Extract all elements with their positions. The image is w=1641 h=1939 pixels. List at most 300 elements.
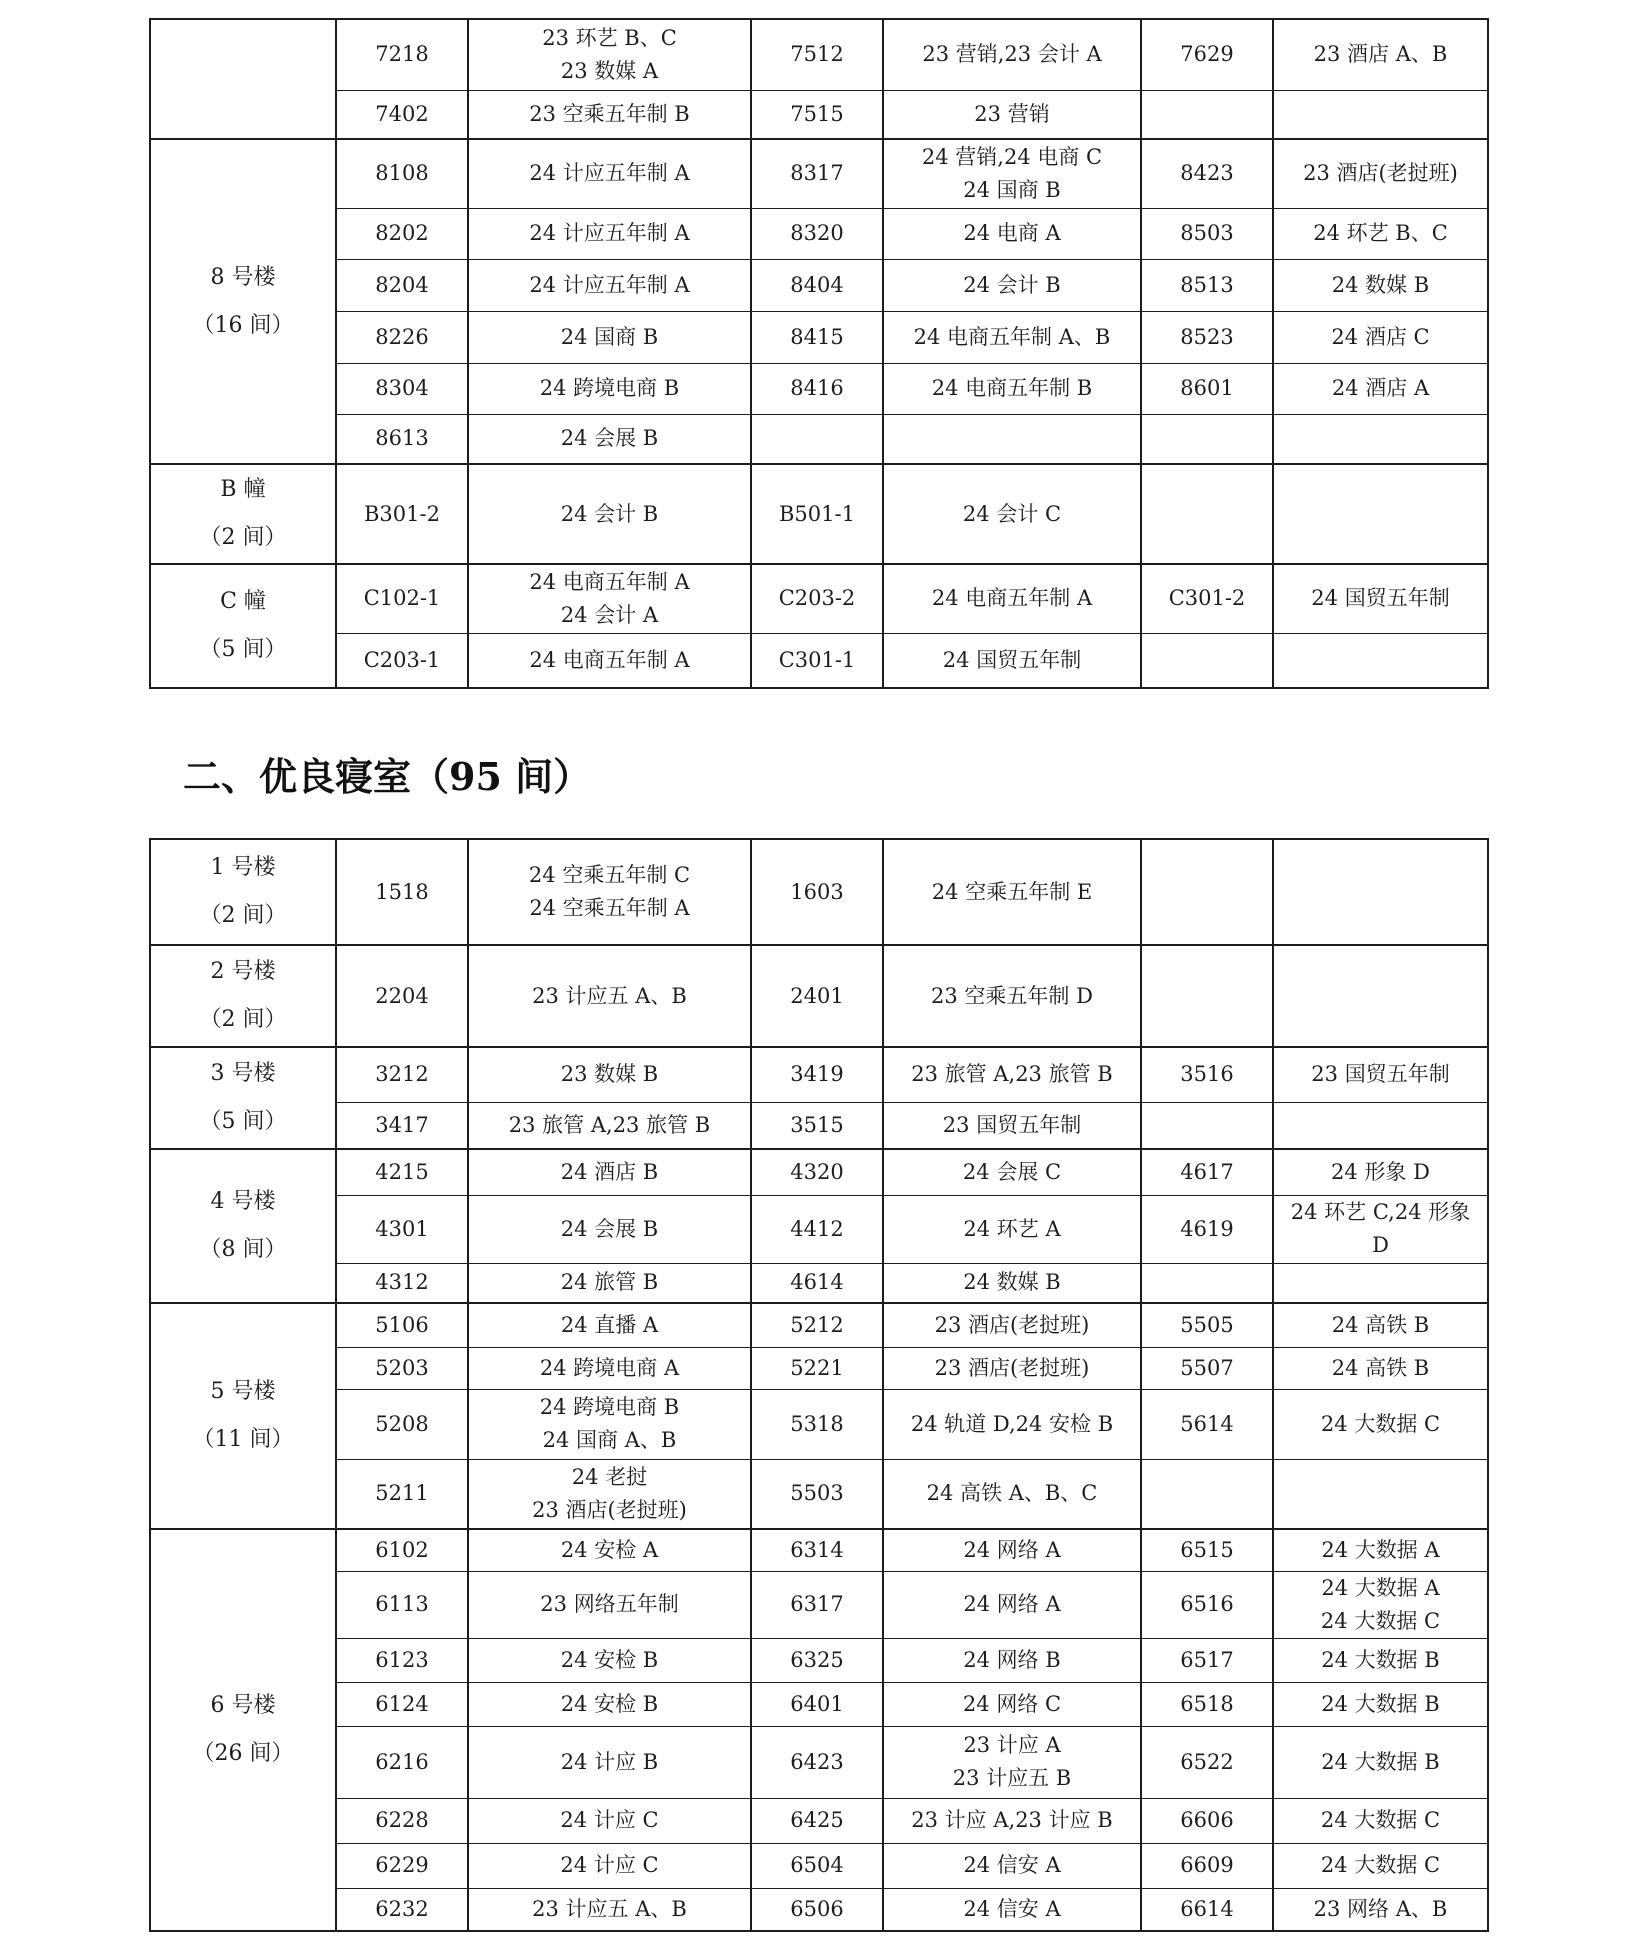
class-cell [883,1798,1141,1843]
class-text-line: 23 计应 A [963,1733,1061,1757]
class-text-line: 24 电商五年制 A [529,569,690,594]
table-row [150,1347,1488,1389]
building-label-line: （5 间） [199,637,287,662]
class-cell [468,1195,751,1263]
class-text-line: 23 计应五 A、B [532,1896,687,1921]
table-row [150,1798,1488,1843]
class-text-line: 23 空乘五年制 D [931,983,1093,1008]
empty-cell [1141,1102,1273,1149]
class-cell [883,311,1141,363]
class-text-line: 24 高铁 B [1331,1312,1430,1337]
class-cell [1273,139,1488,208]
class-cell [883,1888,1141,1931]
building-label-line: 5 号楼 [210,1379,276,1404]
class-text-line: 24 电商五年制 A [931,586,1093,611]
room-number-cell: 6506 [751,1888,883,1931]
class-text-line: 23 酒店(老挝班) [532,1497,687,1522]
class-text-line: 24 大数据 C [1320,1608,1441,1633]
class-text-line: 23 数媒 A [560,58,659,83]
building-cell [150,1303,336,1529]
section-heading: 二、优良寝室（95 间） [183,754,592,799]
class-text-line: 23 酒店(老挝班) [1303,161,1458,186]
building-label-line: C 幢 [220,589,266,614]
class-cell [883,1682,1141,1726]
class-text-line: 24 大数据 C [1320,1808,1441,1832]
class-text-line: 24 网络 B [963,1647,1061,1672]
room-number-cell: 7515 [751,90,883,139]
room-number-cell: 6518 [1141,1682,1273,1726]
room-number-cell: 6516 [1141,1571,1273,1638]
room-number-cell: 4312 [336,1263,468,1303]
building-label-line: 3 号楼 [210,1061,276,1086]
class-cell [883,1102,1141,1149]
table-row [150,1726,1488,1798]
class-text-line: 23 空乘五年制 B [529,101,690,126]
building-label-line: 6 号楼 [210,1693,276,1718]
class-text-line: 24 计应 C [560,1853,659,1877]
room-number-cell: 6606 [1141,1798,1273,1843]
room-number-cell: 5503 [751,1459,883,1529]
table-row [150,1529,1488,1571]
room-number-cell: 6232 [336,1888,468,1931]
room-number-cell: 4619 [1141,1195,1273,1263]
class-cell [1273,1638,1488,1682]
class-text-line: 24 会展 C [962,1159,1062,1184]
building-cell [150,1047,336,1149]
room-number-cell: 7629 [1141,19,1273,90]
class-cell [468,19,751,90]
room-number-cell: 8204 [336,259,468,311]
room-number-cell: 7402 [336,90,468,139]
class-cell [468,139,751,208]
room-number-cell: 3212 [336,1047,468,1102]
class-cell [468,464,751,564]
room-number-cell: 4320 [751,1149,883,1195]
class-text-line: 24 计应五年制 A [529,221,690,245]
room-number-cell: 5505 [1141,1303,1273,1347]
class-cell [883,90,1141,139]
empty-cell [1273,839,1488,945]
class-text-line: 24 会计 B [963,272,1061,297]
room-number-cell: 5212 [751,1303,883,1347]
building-label-line: （26 间） [192,1741,294,1766]
empty-cell [1273,414,1488,464]
class-text-line: 24 网络 A [963,1537,1061,1562]
class-text-line: 24 信安 A [963,1853,1061,1877]
class-cell [468,1843,751,1888]
class-text-line: 23 酒店 A、B [1313,42,1448,67]
room-number-cell: 8613 [336,414,468,464]
class-cell [1273,1529,1488,1571]
class-cell [468,1682,751,1726]
class-text-line: 24 网络 C [962,1691,1062,1716]
class-text-line: 23 计应 A,23 计应 B [911,1808,1113,1832]
class-cell [883,1726,1141,1798]
empty-cell [1141,90,1273,139]
class-cell [468,945,751,1047]
room-number-cell: 6123 [336,1638,468,1682]
room-number-cell: 6325 [751,1638,883,1682]
class-text-line: 24 跨境电商 A [539,1355,680,1380]
class-cell [883,1303,1141,1347]
empty-cell [1141,464,1273,564]
class-cell [468,1571,751,1638]
room-number-cell: 6124 [336,1682,468,1726]
room-number-cell: 4614 [751,1263,883,1303]
class-text-line: 23 旅管 A,23 旅管 B [911,1062,1113,1087]
table-row [150,311,1488,363]
table-row [150,1149,1488,1195]
room-number-cell: 5211 [336,1459,468,1529]
table-row [150,1638,1488,1682]
class-text-line: 24 大数据 A [1321,1537,1440,1562]
class-cell [468,311,751,363]
empty-cell [751,414,883,464]
class-cell [468,1529,751,1571]
room-number-cell: 6401 [751,1682,883,1726]
empty-cell [1141,945,1273,1047]
class-cell [468,1263,751,1303]
class-text-line: 24 数媒 B [1331,272,1430,297]
building-cell [150,1529,336,1931]
table-row [150,1571,1488,1638]
class-cell [468,633,751,688]
class-text-line: 24 直播 A [560,1312,659,1337]
class-text-line: 23 营销,23 会计 A [922,42,1102,67]
class-cell [1273,1888,1488,1931]
building-cell-empty [150,19,336,139]
room-number-cell: 6423 [751,1726,883,1798]
class-text-line: 24 跨境电商 B [539,376,680,400]
class-text-line: D [1372,1233,1389,1257]
class-text-line: 24 营销,24 电商 C [921,144,1103,169]
class-text-line: 24 环艺 B、C [1313,221,1448,245]
class-cell [883,1347,1141,1389]
class-text-line: 24 形象 D [1331,1159,1430,1184]
building-label-line: （2 间） [199,1007,287,1032]
room-number-cell: 8601 [1141,363,1273,414]
class-text-line: 24 大数据 B [1321,1647,1440,1672]
room-number-cell: 8423 [1141,139,1273,208]
class-cell [883,1571,1141,1638]
room-number-cell: 5208 [336,1389,468,1459]
class-text-line: 24 会计 B [560,501,659,526]
table-row [150,464,1488,564]
room-number-cell: 8416 [751,363,883,414]
room-number-cell: 4412 [751,1195,883,1263]
empty-cell [1141,1263,1273,1303]
room-number-cell: 8415 [751,311,883,363]
room-number-cell: 1518 [336,839,468,945]
class-cell [468,259,751,311]
room-number-cell: 4617 [1141,1149,1273,1195]
class-cell [883,839,1141,945]
class-text-line: 23 计应五 A、B [532,983,687,1008]
class-cell [1273,1195,1488,1263]
room-number-cell: 4215 [336,1149,468,1195]
class-text-line: 24 安检 A [560,1537,659,1562]
class-cell [468,414,751,464]
room-number-cell: 8523 [1141,311,1273,363]
class-text-line: 24 数媒 B [963,1270,1061,1295]
class-text-line: 24 高铁 B [1331,1355,1430,1380]
building-cell [150,839,336,945]
class-cell [468,564,751,633]
class-cell [468,839,751,945]
class-text-line: 24 电商五年制 A、B [913,324,1111,349]
building-label-line: 1 号楼 [210,855,276,880]
class-cell [883,1047,1141,1102]
class-cell [1273,1571,1488,1638]
room-number-cell: 5318 [751,1389,883,1459]
empty-cell [1273,945,1488,1047]
class-cell [468,1638,751,1682]
class-cell [1273,1682,1488,1726]
class-cell [1273,1047,1488,1102]
class-cell [883,259,1141,311]
table-row [150,1459,1488,1529]
class-cell [468,1389,751,1459]
class-text-line: 24 会展 B [560,426,659,451]
table-row [150,945,1488,1047]
empty-cell [1141,414,1273,464]
class-text-line: 24 老挝 [571,1464,648,1489]
table-row [150,414,1488,464]
room-number-cell: C203-1 [336,633,468,688]
building-cell [150,945,336,1047]
class-text-line: 24 旅管 B [560,1270,659,1295]
room-number-cell: 6314 [751,1529,883,1571]
empty-cell [1273,633,1488,688]
class-cell [1273,311,1488,363]
table-good-dorms [149,838,1489,1932]
table-row [150,19,1488,90]
table-row [150,1682,1488,1726]
room-number-cell: 5614 [1141,1389,1273,1459]
class-text-line: 24 会计 C [962,501,1062,526]
class-text-line: 24 会计 A [560,602,659,627]
class-cell [468,1149,751,1195]
empty-cell [1141,633,1273,688]
room-number-cell: 6113 [336,1571,468,1638]
building-label-line: 8 号楼 [210,264,276,290]
class-cell [468,208,751,259]
table-row [150,1843,1488,1888]
table-row [150,839,1488,945]
class-text-line: 24 跨境电商 B [539,1395,680,1419]
class-cell [1273,1798,1488,1843]
class-text-line: 24 空乘五年制 A [529,896,690,920]
room-number-cell: C203-2 [751,564,883,633]
class-text-line: 24 空乘五年制 E [931,879,1093,904]
empty-cell [1273,464,1488,564]
class-cell [883,1195,1141,1263]
room-number-cell: 3417 [336,1102,468,1149]
class-cell [468,1102,751,1149]
class-cell [1273,363,1488,414]
class-cell [1273,1389,1488,1459]
class-cell [1273,259,1488,311]
room-number-cell: 6614 [1141,1888,1273,1931]
empty-cell [1273,1102,1488,1149]
room-number-cell: 7218 [336,19,468,90]
room-number-cell: B501-1 [751,464,883,564]
class-text-line: 24 大数据 A [1321,1575,1440,1600]
table-row [150,1263,1488,1303]
class-text-line: 24 国贸五年制 [942,647,1082,672]
room-number-cell: 6504 [751,1843,883,1888]
class-text-line: 24 国商 B [560,324,659,349]
room-number-cell: 8108 [336,139,468,208]
class-cell [883,945,1141,1047]
class-cell [1273,564,1488,633]
room-number-cell: 1603 [751,839,883,945]
class-cell [1273,1843,1488,1888]
class-cell [468,1347,751,1389]
room-number-cell: 6609 [1141,1843,1273,1888]
class-cell [468,1726,751,1798]
class-cell [1273,19,1488,90]
room-number-cell: 2401 [751,945,883,1047]
table-row [150,1389,1488,1459]
table-row [150,1303,1488,1347]
room-number-cell: 6229 [336,1843,468,1888]
table-row [150,139,1488,208]
room-number-cell: 5203 [336,1347,468,1389]
class-cell [883,1843,1141,1888]
building-label-line: （11 间） [192,1427,294,1452]
building-label-line: （2 间） [199,525,287,550]
room-number-cell: 6317 [751,1571,883,1638]
class-text-line: 24 轨道 D,24 安检 B [910,1411,1114,1436]
empty-cell [1141,1459,1273,1529]
class-cell [883,1389,1141,1459]
class-text-line: 24 电商五年制 A [529,647,690,672]
table-row [150,1102,1488,1149]
room-number-cell: 6425 [751,1798,883,1843]
building-label-line: 4 号楼 [210,1189,276,1214]
class-text-line: 24 大数据 B [1321,1749,1440,1774]
table-row [150,1195,1488,1263]
class-text-line: 24 安检 B [560,1691,659,1716]
class-text-line: 23 营销 [974,101,1050,126]
class-text-line: 24 环艺 A [963,1216,1061,1241]
room-number-cell: 4301 [336,1195,468,1263]
room-number-cell: C102-1 [336,564,468,633]
room-number-cell: 8513 [1141,259,1273,311]
class-text-line: 23 网络 A、B [1313,1896,1448,1921]
class-text-line: 23 旅管 A,23 旅管 B [508,1112,711,1137]
class-cell [1273,1726,1488,1798]
room-number-cell: 6228 [336,1798,468,1843]
class-text-line: 23 计应五 B [952,1766,1072,1790]
room-number-cell: 3515 [751,1102,883,1149]
room-number-cell: 6515 [1141,1529,1273,1571]
class-text-line: 23 国贸五年制 [1311,1062,1450,1087]
room-number-cell: 8317 [751,139,883,208]
class-text-line: 24 电商五年制 B [931,376,1093,400]
empty-cell [1273,90,1488,139]
room-number-cell: 2204 [336,945,468,1047]
class-cell [883,139,1141,208]
class-text-line: 24 酒店 A [1331,376,1430,400]
room-number-cell: 7512 [751,19,883,90]
class-cell [883,363,1141,414]
class-text-line: 24 国商 B [963,177,1061,202]
class-text-line: 23 酒店(老挝班) [934,1312,1090,1337]
class-cell [883,1638,1141,1682]
table-dorm-section1-continued [149,18,1489,689]
class-cell [883,1263,1141,1303]
class-cell [883,1529,1141,1571]
empty-cell [883,414,1141,464]
table-row [150,90,1488,139]
room-number-cell: 6216 [336,1726,468,1798]
building-label-line: B 幢 [220,477,266,502]
class-cell [883,1149,1141,1195]
building-cell [150,564,336,688]
class-text-line: 24 国贸五年制 [1311,586,1450,611]
room-number-cell: B301-2 [336,464,468,564]
class-text-line: 24 安检 B [560,1647,659,1672]
table-row [150,1047,1488,1102]
class-text-line: 24 会展 B [560,1216,659,1241]
room-number-cell: 8320 [751,208,883,259]
class-text-line: 23 国贸五年制 [942,1112,1082,1137]
class-text-line: 24 酒店 B [560,1159,659,1184]
building-cell [150,139,336,464]
class-cell [883,633,1141,688]
class-cell [1273,208,1488,259]
building-label-line: （2 间） [199,903,287,928]
room-number-cell: 8304 [336,363,468,414]
class-text-line: 24 电商 A [963,221,1061,245]
class-text-line: 24 计应五年制 A [529,161,690,186]
room-number-cell: C301-2 [1141,564,1273,633]
class-cell [883,1459,1141,1529]
room-number-cell: 5106 [336,1303,468,1347]
room-number-cell: 5507 [1141,1347,1273,1389]
room-number-cell: 3419 [751,1047,883,1102]
class-text-line: 23 酒店(老挝班) [934,1355,1090,1380]
building-cell [150,1149,336,1303]
room-number-cell: C301-1 [751,633,883,688]
room-number-cell: 3516 [1141,1047,1273,1102]
class-cell [468,1888,751,1931]
class-cell [468,90,751,139]
room-number-cell: 6102 [336,1529,468,1571]
class-cell [468,1798,751,1843]
class-cell [468,363,751,414]
class-text-line: 24 高铁 A、B、C [926,1481,1098,1506]
class-text-line: 24 大数据 C [1320,1411,1441,1436]
room-number-cell: 8202 [336,208,468,259]
empty-cell [1141,839,1273,945]
room-number-cell: 6522 [1141,1726,1273,1798]
class-cell [883,208,1141,259]
table-row [150,564,1488,633]
class-text-line: 24 大数据 C [1320,1853,1441,1877]
room-number-cell: 5221 [751,1347,883,1389]
building-label-line: （5 间） [199,1109,287,1134]
building-label-line: （16 间） [192,312,294,338]
class-text-line: 24 大数据 B [1321,1691,1440,1716]
class-text-line: 23 网络五年制 [540,1592,679,1616]
room-number-cell: 8404 [751,259,883,311]
class-cell [1273,1303,1488,1347]
building-label-line: 2 号楼 [210,959,276,984]
building-cell [150,464,336,564]
